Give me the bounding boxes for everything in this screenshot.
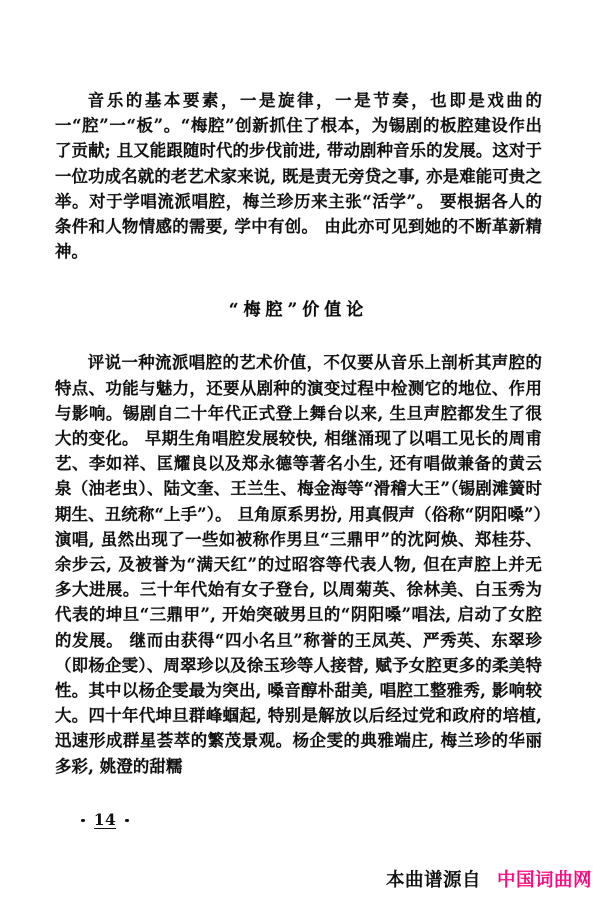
section-title: “梅腔”价值论 xyxy=(228,300,369,321)
spacer-before-section-title xyxy=(55,264,542,295)
page-number-value: 14 xyxy=(93,810,117,829)
page-number xyxy=(0,812,210,829)
watermark-prefix-label: 本曲谱源自 xyxy=(385,870,481,891)
page-number-dot-right xyxy=(125,819,128,822)
body-paragraph-1: 音乐的基本要素，一是旋律，一是节奏，也即是戏曲的一“腔”一“板”。“梅腔”创新抓住了根本，为锡剧的板腔建设作出了贡献; 且又能跟随时代的步伐前进, 带动剧种音乐的发展。这对于一位功成名就的老艺术家来说, 既是责无旁贷之事, 亦是难能可贵之举。对于学唱流派唱腔，梅兰珍历来主张“活学”。 要根据各人的条件和人物情感的需要, 学中有创。 由此亦可见到她的不断革新精神。 xyxy=(55,91,542,262)
body-paragraph-2: 评说一种流派唱腔的艺术价值，不仅要从音乐上剖析其声腔的特点、功能与魅力，还要从剧种的演变过程中检测它的地位、作用与影响。锡剧自二十年代正式登上舞台以来, 生旦声腔都发生了很大的变化。 早期生角唱腔发展较快, 相继涌现了以唱工见长的周甫艺、李如祥、匡耀良以及郑永德等著名小生, 还有唱做兼备的黄云泉（油老虫）、陆文奎、王兰生、梅金海等“滑稽大王”（锡剧滩簧时期生、丑统称“上手”）。 旦角原系男扮, 用真假声（俗称“阴阳嗓”）演唱, 虽然出现了一些如被称作男旦“三鼎甲”的沈阿焕、郑桂芬、余步云, 及被誉为“满天红”的过昭容等代表人物, 但在声腔上并无多大进展。三十年代始有女子登台, 以周菊英、徐林美、白玉秀为代表的坤旦“三鼎甲”, 开始突破男旦的“阴阳嗓”唱法, 启动了女腔的发展。 继而由获得“四小名旦”称誉的王凤英、严秀英、东翠珍（即杨企雯）、周翠珍以及徐玉珍等人接替, 赋予女腔更多的柔美特性。其中以杨企雯最为突出, 嗓音醇朴甜美, 唱腔工整雅秀, 影响较大。四十年代坤旦群峰蝈起, 特别是解放以后经过党和政府的培植, 迅速形成群星荟萃的繁茂景观。杨企雯的典雅端庄, 梅兰珍的华丽多彩, 姚澄的甜糯 xyxy=(55,353,542,776)
page-number-dot-left xyxy=(81,819,84,822)
page-content xyxy=(55,88,542,779)
source-watermark xyxy=(386,866,592,892)
watermark-site-name[interactable]: 中国词曲网 xyxy=(496,870,592,891)
spacer-after-section-title xyxy=(55,320,542,350)
